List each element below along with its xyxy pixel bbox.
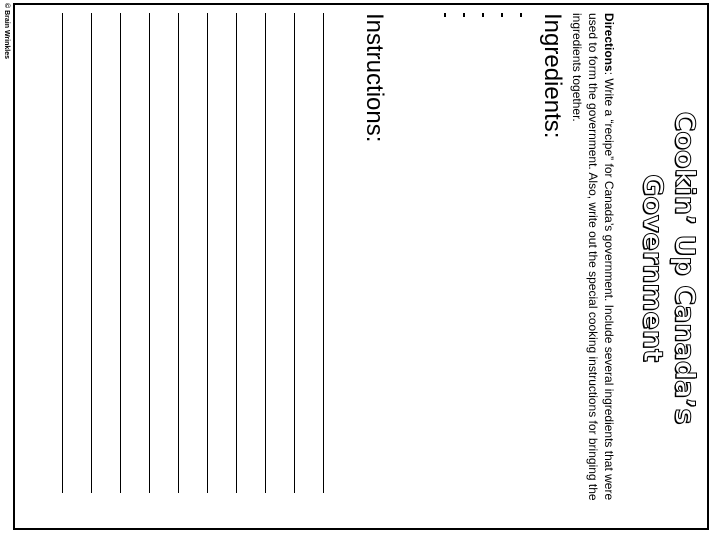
copyright-text: © Brain Wrinkles bbox=[3, 3, 10, 59]
ingredient-bullet bbox=[444, 13, 446, 17]
writing-line[interactable] bbox=[120, 13, 121, 493]
ingredients-heading: Ingredients: bbox=[539, 13, 566, 139]
ingredient-bullet bbox=[482, 13, 484, 17]
ingredient-bullet bbox=[463, 13, 465, 17]
writing-line[interactable] bbox=[149, 13, 150, 493]
ingredient-list bbox=[427, 13, 522, 17]
writing-line[interactable] bbox=[178, 13, 179, 493]
writing-line[interactable] bbox=[236, 13, 237, 493]
writing-line[interactable] bbox=[207, 13, 208, 493]
writing-line[interactable] bbox=[294, 13, 295, 493]
directions-text: : Write a “recipe” for Canada’s government. Include several ingredients that were used to form the government. Also, write out the special cooking instructions for bringing the ingredients together. bbox=[570, 13, 616, 501]
writing-line[interactable] bbox=[62, 13, 63, 493]
writing-line[interactable] bbox=[265, 13, 266, 493]
ingredient-bullet bbox=[520, 13, 522, 17]
writing-line[interactable] bbox=[91, 13, 92, 493]
instructions-heading: Instructions: bbox=[361, 13, 388, 143]
ingredient-bullet bbox=[501, 13, 503, 17]
worksheet-content bbox=[20, 8, 700, 528]
writing-line[interactable] bbox=[323, 13, 324, 493]
directions-paragraph bbox=[569, 13, 617, 518]
worksheet-title bbox=[636, 8, 700, 528]
title-line-1: Cookin’ Up Canada’s bbox=[669, 111, 700, 425]
title-line-2: Government bbox=[637, 174, 668, 362]
directions-label: Directions bbox=[602, 13, 616, 72]
copyright-strip bbox=[0, 0, 12, 540]
